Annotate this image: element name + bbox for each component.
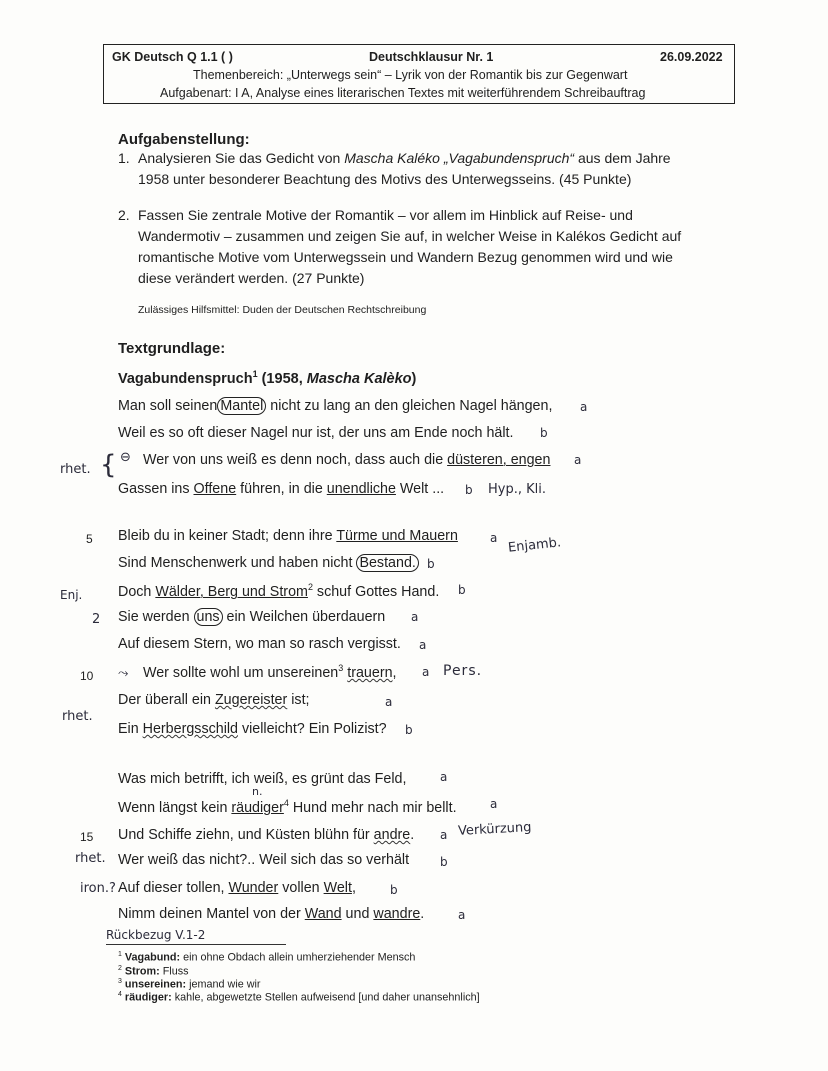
note-irony: iron.? — [80, 881, 116, 896]
poem-text: Doch — [118, 583, 156, 600]
footnote-term: räudiger: — [124, 991, 172, 1004]
poem-text: vielleicht? Ein Polizist? — [238, 721, 387, 737]
poem-text: Wenn längst kein — [118, 799, 232, 816]
underlined-word: Welt — [323, 880, 352, 896]
poem-text: ein Weilchen überdauern — [222, 609, 386, 625]
text-basis-heading: Textgrundlage: — [118, 340, 226, 357]
task-1-number: 1. — [118, 150, 130, 166]
rhyme-mark: b — [540, 426, 548, 440]
footnote-ref: 2 — [307, 582, 313, 592]
footnote-number: 1 — [118, 951, 122, 958]
poem-text: ist; — [287, 692, 310, 708]
poem-line-3 — [143, 452, 550, 468]
note-rhetorical-question: rhet. — [62, 709, 93, 724]
assignment-heading: Aufgabenstellung: — [118, 131, 250, 148]
poem-line-18 — [118, 906, 424, 922]
footnote-1 — [118, 951, 415, 964]
poem-text: Gassen ins — [118, 481, 194, 497]
task-1-text-b: aus dem Jahre — [574, 150, 671, 166]
poem-text: . — [420, 906, 425, 922]
footnote-term: Vagabund: — [124, 951, 181, 964]
footnote-term: unsereinen: — [124, 978, 187, 991]
poem-text: . — [410, 827, 415, 843]
poem-line-9: Auf diesem Stern, wo man so rasch vergisst. — [118, 636, 401, 652]
poem-line-8 — [118, 609, 385, 625]
underlined-word: düsteren, engen — [447, 452, 551, 468]
poem-line-13: Was mich betrifft, ich weiß, es grünt das Feld, — [118, 771, 407, 787]
rhyme-mark: a — [422, 665, 430, 679]
poem-text: Nimm deinen Mantel von der — [118, 906, 305, 922]
note-hyperbole-climax: Hyp., Kli. — [488, 482, 546, 497]
rhyme-mark: a — [580, 400, 588, 414]
poem-text: vollen — [278, 880, 324, 896]
footnote-term: Strom: — [124, 965, 160, 978]
rhyme-mark: a — [458, 908, 466, 922]
exam-title: Deutschklausur Nr. 1 — [369, 50, 494, 64]
poem-line-7 — [118, 582, 439, 600]
task-1-text-a: Analysieren Sie das Gedicht von — [138, 150, 345, 166]
line-number-10: 10 — [80, 669, 94, 683]
poem-text: Ein — [118, 721, 143, 737]
underline-stroke — [106, 944, 286, 945]
circled-word: Mantel — [217, 397, 266, 415]
rhyme-mark: a — [411, 610, 419, 624]
footnote-ref: 3 — [338, 663, 344, 673]
topic-line: Themenbereich: „Unterwegs sein“ – Lyrik von der Romantik bis zur Gegenwart — [193, 68, 628, 82]
marked-word: Zugereister — [214, 692, 288, 708]
footnote-text: Fluss — [159, 965, 189, 978]
exam-date: 26.09.2022 — [660, 50, 723, 64]
note-rhetorical-question: rhet. — [75, 851, 106, 866]
marked-word: trauern — [347, 664, 393, 681]
poem-line-11 — [118, 692, 310, 708]
underlined-word: wandre — [373, 906, 421, 922]
rhyme-mark: b — [390, 883, 398, 897]
poem-line-17 — [118, 880, 356, 896]
footnote-3 — [118, 978, 261, 991]
poem-title: Vagabundenspruch — [118, 370, 253, 387]
marked-word: Herbergsschild — [142, 721, 238, 737]
poem-text: Wer von uns weiß es denn noch, dass auch die — [143, 452, 448, 468]
note-personification: Pers. — [443, 663, 483, 679]
task-1-author: Mascha Kaléko „Vagabundenspruch“ — [344, 150, 575, 166]
footnote-text: kahle, abgewetzte Stellen aufweisend [und daher unansehnlich] — [171, 991, 480, 1004]
poem-text: Sie werden — [118, 609, 194, 625]
rhyme-mark: b — [465, 483, 473, 497]
note-back-reference: Rückbezug V.1-2 — [106, 928, 206, 942]
arrow-icon: ⤳ — [118, 666, 129, 681]
circled-word: Bestand. — [356, 554, 418, 572]
underlined-word: unendliche — [326, 481, 396, 497]
minus-circle-icon: ⊖ — [120, 450, 131, 465]
poem-text: führen, in die — [236, 481, 327, 497]
note-n-mark: n. — [252, 785, 263, 798]
poem-text: Wer sollte wohl um unsereinen — [143, 664, 339, 681]
circled-word: uns — [194, 608, 223, 626]
underlined-word: Offene — [193, 481, 237, 497]
note-number: 2 — [92, 612, 101, 627]
underlined-word: Wälder, Berg und Strom — [155, 583, 308, 600]
poem-line-16: Wer weiß das nicht?.. Weil sich das so verhält — [118, 852, 410, 868]
poem-title-line — [118, 369, 416, 387]
task-2-number: 2. — [118, 207, 130, 223]
footnote-text: ein ohne Obdach allein umherziehender Mensch — [180, 951, 416, 964]
footnote-2 — [118, 965, 189, 978]
footnote-text: jemand wie wir — [186, 978, 261, 991]
footnote-number: 4 — [118, 991, 122, 998]
footnote-4 — [118, 991, 480, 1004]
poem-line-10 — [143, 663, 397, 681]
poem-line-4 — [118, 481, 444, 497]
rhyme-mark: b — [458, 583, 466, 597]
task-type-line: Aufgabenart: I A, Analyse eines literarischen Textes mit weiterführendem Schreibauftrag — [160, 86, 646, 100]
poem-text: schuf Gottes Hand. — [312, 583, 440, 600]
rhyme-mark: a — [490, 531, 498, 545]
rhyme-mark: b — [405, 723, 413, 737]
rhyme-mark: a — [419, 638, 427, 652]
task-1-line-2: 1958 unter besonderer Beachtung des Motivs des Unterwegsseins. (45 Punkte) — [138, 171, 632, 187]
poem-text: , — [392, 664, 397, 681]
note-rhetorical-question: rhet. — [60, 462, 91, 477]
poem-line-1 — [118, 398, 552, 414]
poem-text: Und Schiffe ziehn, und Küsten blühn für — [118, 827, 374, 843]
note-shortening: Verkürzung — [457, 820, 532, 839]
line-number-15: 15 — [80, 830, 94, 844]
note-enjambment: Enjamb. — [507, 535, 562, 556]
permitted-aids: Zulässiges Hilfsmittel: Duden der Deutschen Rechtschreibung — [138, 304, 427, 316]
poem-line-14 — [118, 798, 457, 816]
poem-year: (1958, — [257, 370, 307, 387]
course-label: GK Deutsch Q 1.1 ( ) — [112, 50, 233, 64]
poem-line-6 — [118, 555, 419, 571]
underlined-word: räudiger — [231, 799, 284, 816]
poem-text: Auf dieser tollen, — [118, 880, 229, 896]
poem-text: Hund mehr nach mir bellt. — [288, 799, 457, 816]
poem-title-close: ) — [411, 370, 417, 387]
task-2-line-3: romantische Motive vom Unterwegssein und Wandern Bezug genommen wird und wie — [138, 249, 673, 265]
poem-text: und — [341, 906, 374, 922]
poem-line-5 — [118, 528, 458, 544]
rhyme-mark: a — [574, 453, 582, 467]
task-1-line-1 — [138, 148, 671, 169]
rhyme-mark: b — [440, 855, 448, 869]
task-2-line-1: Fassen Sie zentrale Motive der Romantik – vor allem im Hinblick auf Reise- und — [138, 207, 633, 223]
line-number-5: 5 — [86, 532, 93, 546]
poem-text: Man soll seinen — [118, 398, 218, 414]
rhyme-mark: a — [490, 797, 498, 811]
poem-line-15 — [118, 827, 414, 843]
rhyme-mark: a — [440, 828, 448, 842]
underlined-word: Wunder — [228, 880, 279, 896]
note-enjambment-left: Enj. — [60, 588, 83, 602]
task-2-line-2: Wandermotiv – zusammen und zeigen Sie auf, in welcher Weise in Kalékos Gedicht auf — [138, 228, 682, 244]
rhyme-mark: b — [427, 557, 435, 571]
poem-text: nicht zu lang an den gleichen Nagel hängen, — [266, 398, 553, 414]
underlined-word: Türme und Mauern — [336, 528, 458, 544]
rhyme-mark: a — [440, 770, 448, 784]
rhyme-mark: a — [385, 695, 393, 709]
poem-text: Der überall ein — [118, 692, 215, 708]
poem-text: , — [351, 880, 356, 896]
poem-author: Mascha Kalèko — [306, 370, 412, 387]
footnote-number: 2 — [118, 965, 122, 972]
footnote-number: 3 — [118, 978, 122, 985]
poem-text: Sind Menschenwerk und haben nicht — [118, 555, 357, 571]
poem-line-2: Weil es so oft dieser Nagel nur ist, der uns am Ende noch hält. — [118, 425, 514, 441]
marked-word: andre — [373, 827, 411, 843]
footnote-ref: 4 — [283, 798, 289, 808]
underlined-word: Wand — [304, 906, 342, 922]
poem-title-footnote-ref: 1 — [252, 369, 258, 379]
curly-brace-mark: { — [100, 450, 117, 480]
poem-line-12 — [118, 721, 387, 737]
poem-text: Bleib du in keiner Stadt; denn ihre — [118, 528, 337, 544]
poem-text: Welt ... — [395, 481, 445, 497]
task-2-line-4: diese verändert werden. (27 Punkte) — [138, 270, 365, 286]
